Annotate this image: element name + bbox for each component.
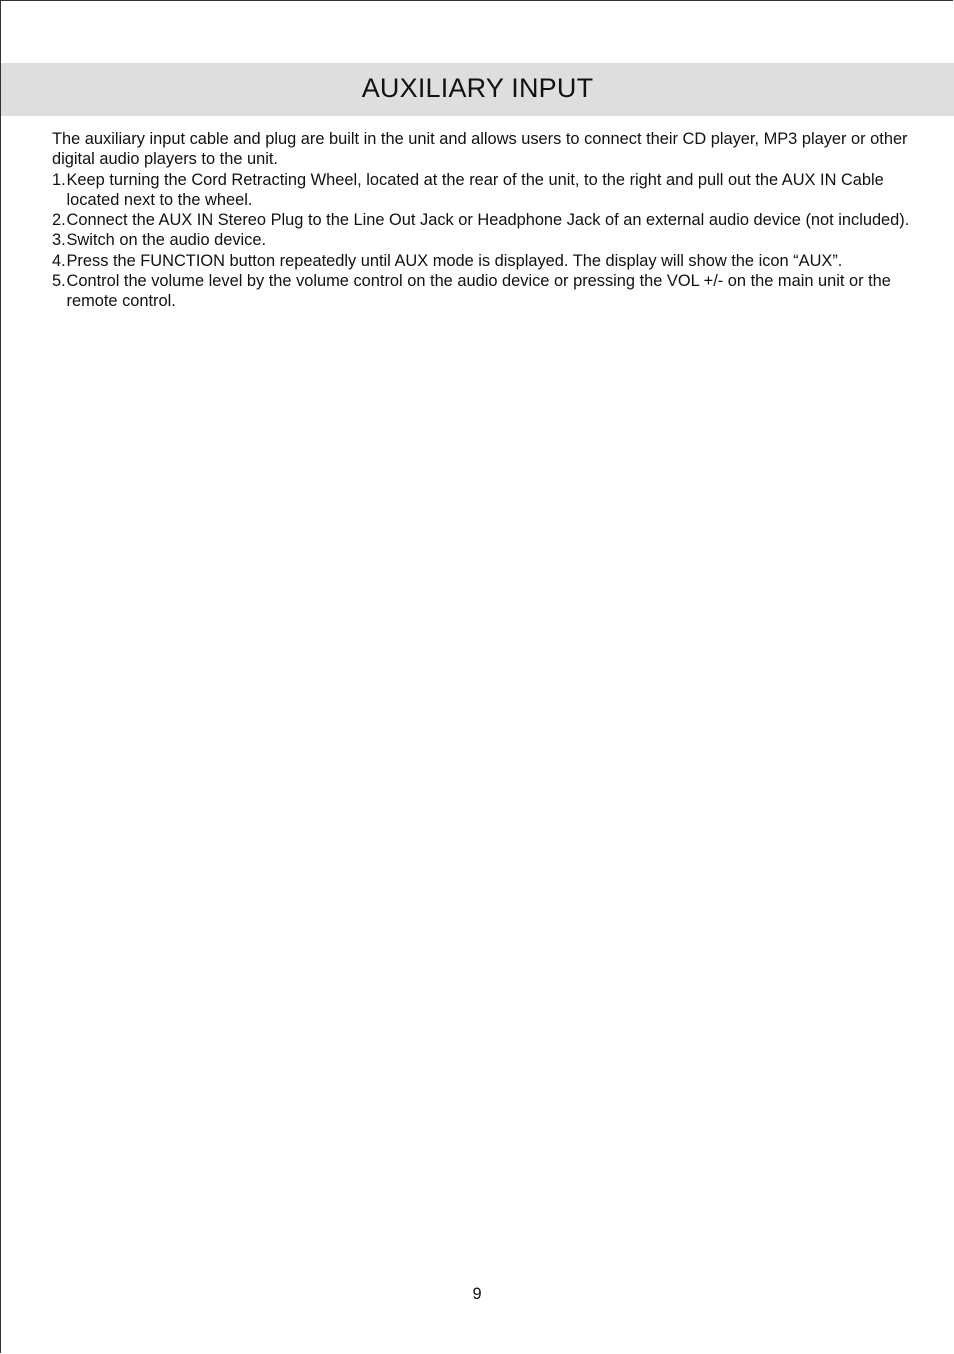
step-number: 1. (52, 170, 66, 189)
step-text: Press the FUNCTION button repeatedly until AUX mode is displayed. The display will show the icon “AUX”. (66, 251, 843, 270)
step-text: Keep turning the Cord Retracting Wheel, located at the rear of the unit, to the right and pull out the AUX IN Cable located next to the wheel. (66, 170, 884, 209)
step-item (52, 271, 912, 312)
step-item (52, 251, 912, 271)
step-number: 3. (52, 231, 66, 250)
step-item (52, 230, 912, 250)
step-number: 5. (52, 272, 66, 291)
step-item (52, 170, 912, 211)
page-number: 9 (472, 1285, 482, 1303)
intro-paragraph: The auxiliary input cable and plug are built in the unit and allows users to connect their CD player, MP3 player or other digital audio players to the unit. (52, 130, 908, 169)
step-number: 4. (52, 251, 66, 270)
document-body (52, 129, 912, 312)
instruction-steps (52, 170, 912, 312)
step-text: Connect the AUX IN Stereo Plug to the Line Out Jack or Headphone Jack of an external audio device (not included). (66, 211, 910, 230)
section-header (1, 63, 954, 116)
step-number: 2. (52, 211, 66, 230)
step-text: Switch on the audio device. (66, 231, 267, 250)
step-item (52, 210, 912, 230)
section-title: AUXILIARY INPUT (361, 73, 594, 103)
step-text: Control the volume level by the volume control on the audio device or pressing the VOL +/- on the main unit or the remote control. (66, 272, 891, 311)
